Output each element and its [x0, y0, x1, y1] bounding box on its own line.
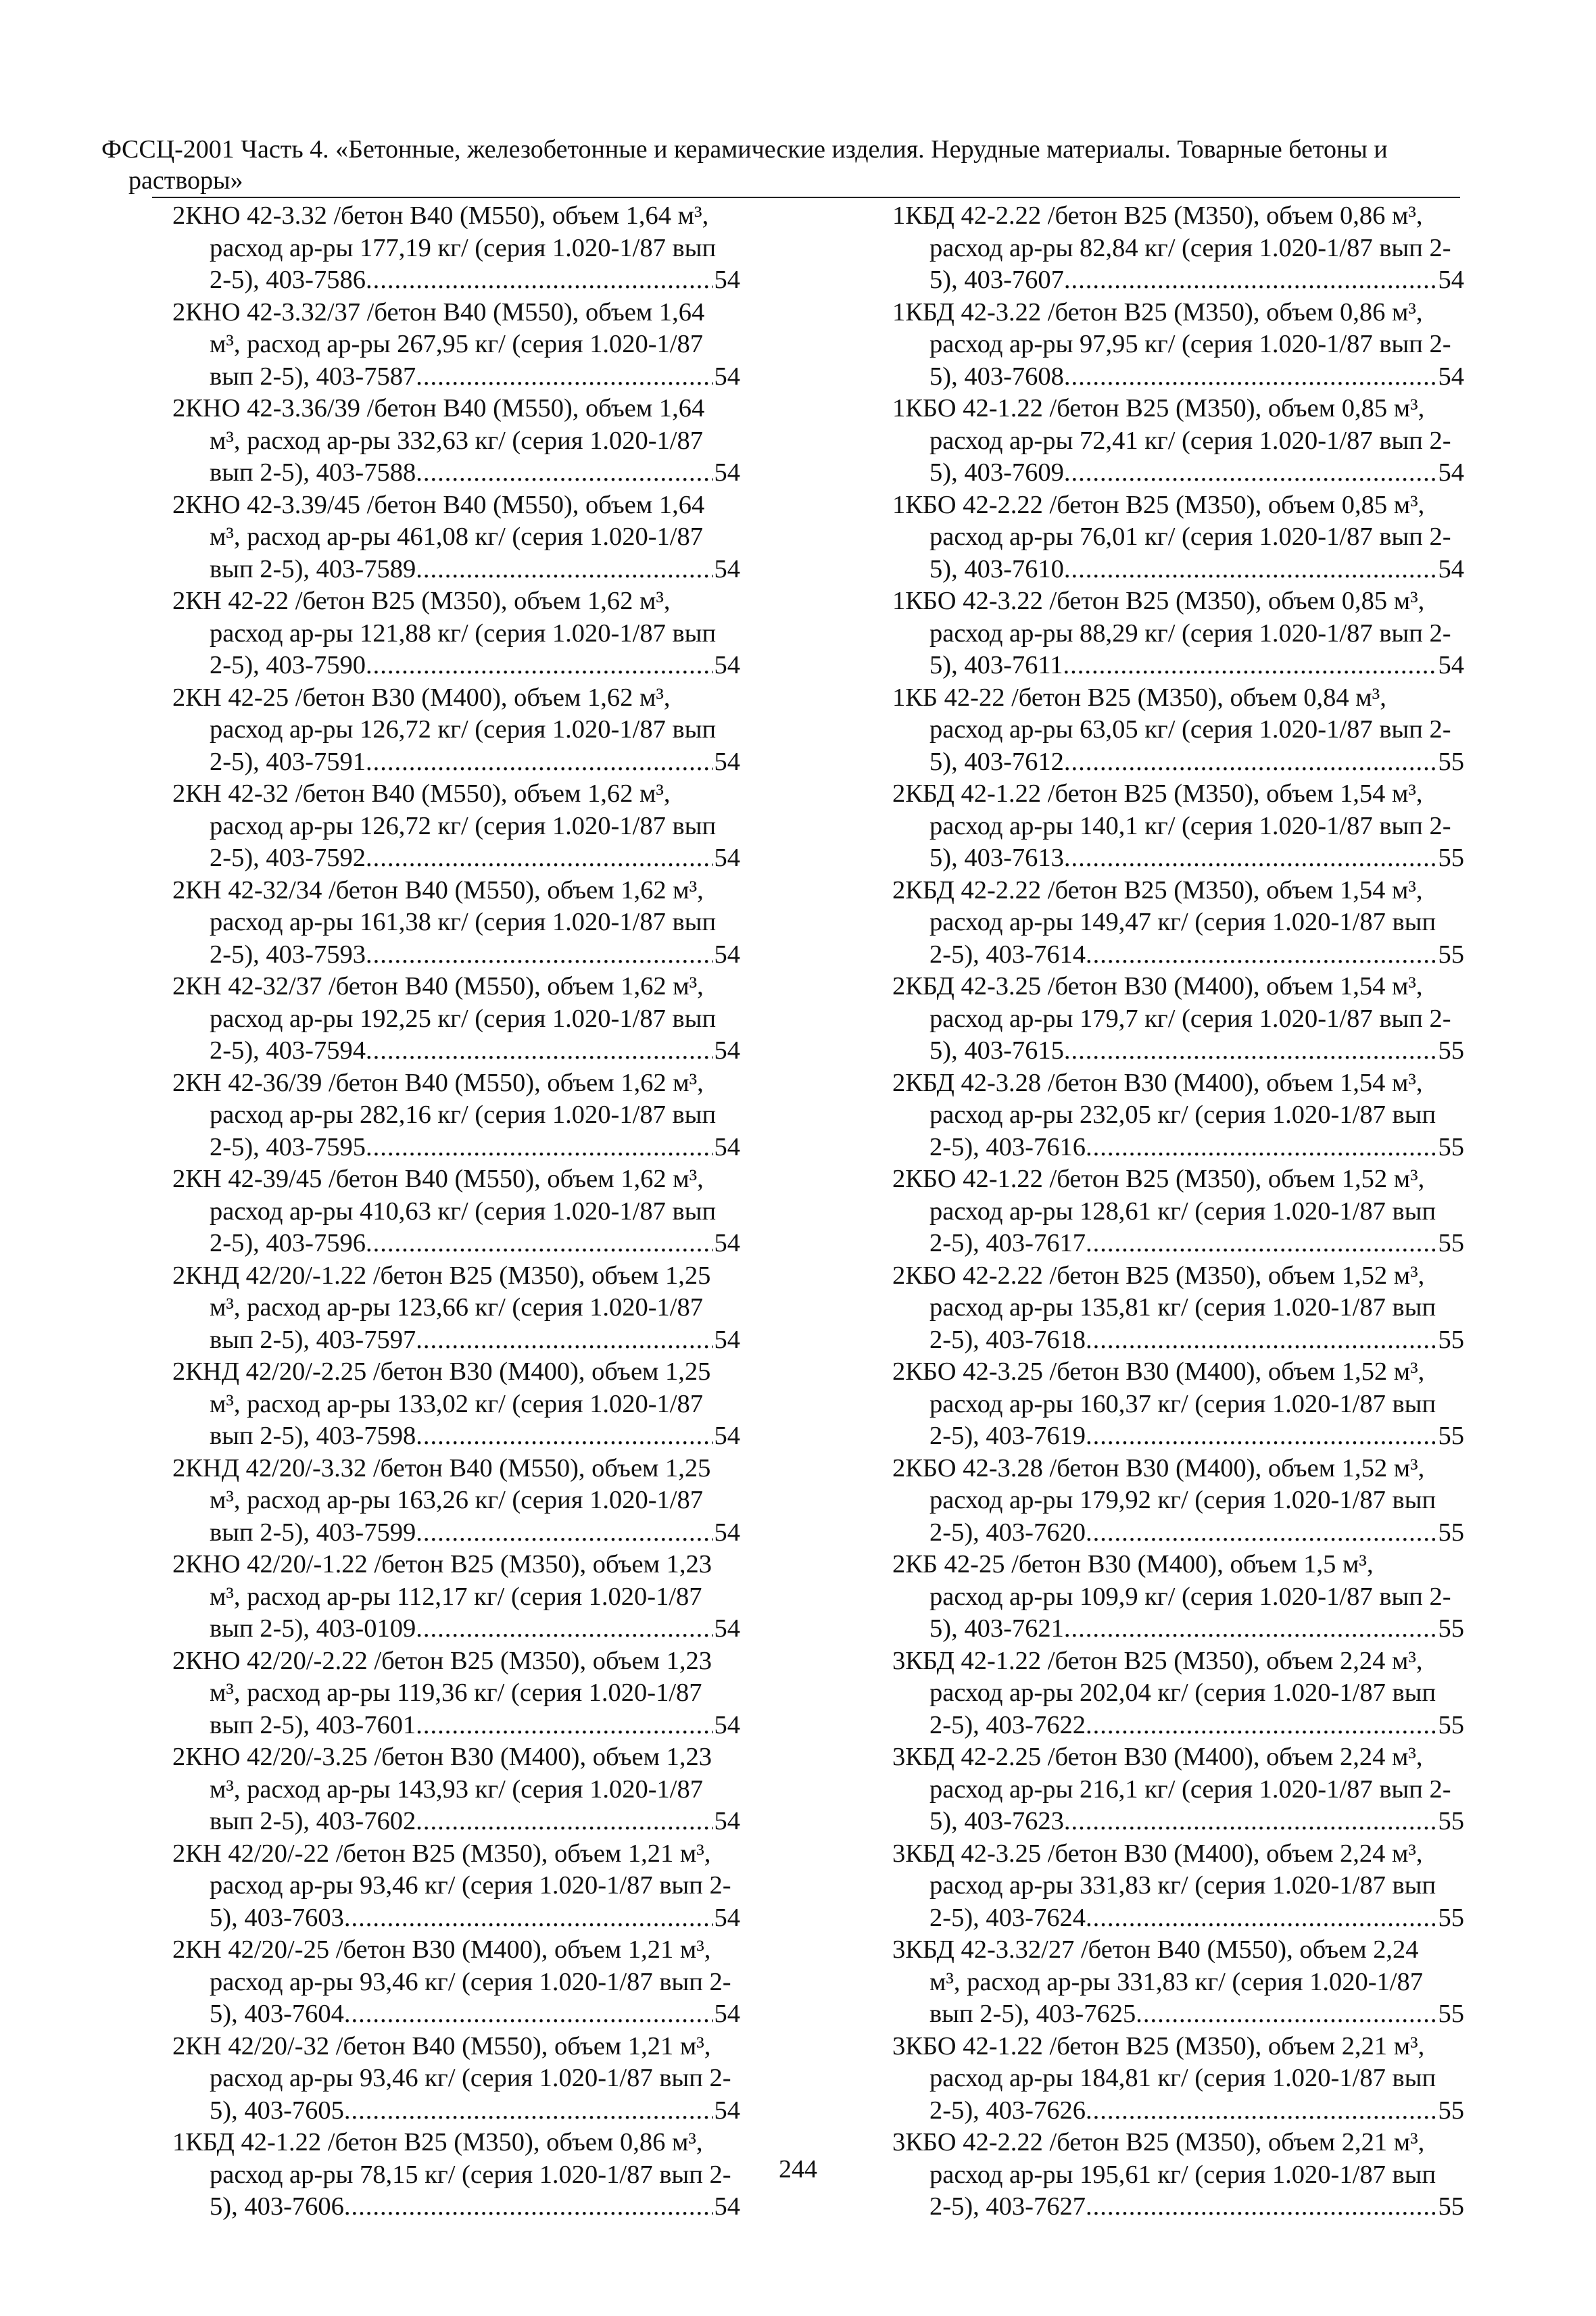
index-entry — [172, 297, 740, 393]
entry-page-ref: 55 — [1438, 747, 1464, 776]
entry-page-ref: 55 — [1438, 844, 1464, 872]
index-entry — [892, 489, 1464, 586]
entry-code: вып 2-5), 403-7625 — [929, 2000, 1136, 2028]
index-entry — [892, 1741, 1464, 1838]
entry-code: 5), 403-7611 — [929, 651, 1063, 679]
entry-page-ref: 55 — [1438, 1422, 1464, 1450]
entry-code-line — [892, 1517, 1464, 1549]
entry-text-line: расход ар-ры 179,7 кг/ (серия 1.020-1/87 вып 2- — [929, 1004, 1451, 1033]
entry-code: 2-5), 403-7591 — [210, 747, 366, 776]
index-entry — [892, 1453, 1464, 1549]
entry-title-line: 2КБД 42-3.25 /бетон В30 (М400), объем 1,54 м³, — [892, 972, 1423, 1000]
entry-page-ref: 54 — [714, 1710, 740, 1739]
entry-title-line: 2КБО 42-3.28 /бетон В30 (М400), объем 1,52 м³, — [892, 1453, 1425, 1482]
dot-leader — [416, 1806, 712, 1838]
entry-title-line: 3КБД 42-3.25 /бетон В30 (М400), объем 2,24 м³, — [892, 1839, 1423, 1868]
left-column — [172, 200, 740, 2223]
entry-text-line: расход ар-ры 93,46 кг/ (серия 1.020-1/87 вып 2- — [210, 2064, 731, 2092]
entry-text-line: м³, расход ар-ры 163,26 кг/ (серия 1.020-1/87 — [210, 1486, 703, 1514]
header-divider — [152, 197, 1460, 198]
entry-page-ref: 54 — [1438, 554, 1464, 583]
entry-text-line: м³, расход ар-ры 331,83 кг/ (серия 1.020-1/87 — [929, 1967, 1423, 1996]
dot-leader — [1086, 1420, 1437, 1453]
dot-leader — [366, 1132, 713, 1164]
dot-leader — [416, 1710, 712, 1742]
entry-code-line — [892, 650, 1464, 682]
dot-leader — [1064, 842, 1437, 875]
entry-code-line — [172, 554, 740, 586]
entry-code: 2-5), 403-7620 — [929, 1518, 1086, 1547]
entry-title-line: 2КНО 42-3.36/39 /бетон В40 (М550), объем 1,64 — [172, 394, 705, 423]
entry-code: 5), 403-7605 — [210, 2096, 344, 2125]
entry-page-ref: 55 — [1438, 1710, 1464, 1739]
entry-code: вып 2-5), 403-7588 — [210, 458, 416, 487]
entry-title-line: 2КБД 42-3.28 /бетон В30 (М400), объем 1,54 м³, — [892, 1068, 1423, 1097]
dot-leader — [1086, 2095, 1437, 2127]
dot-leader — [1086, 2191, 1437, 2223]
dot-leader — [416, 361, 712, 393]
entry-code-line — [172, 2191, 740, 2223]
entry-page-ref: 55 — [1438, 2192, 1464, 2221]
index-entry — [172, 1741, 740, 1838]
entry-code: 2-5), 403-7624 — [929, 1903, 1086, 1932]
index-entry — [892, 585, 1464, 682]
index-entry — [172, 971, 740, 1067]
dot-leader — [1063, 650, 1436, 682]
entry-code: 2-5), 403-7618 — [929, 1325, 1086, 1354]
index-entry — [892, 297, 1464, 393]
index-entry — [892, 1163, 1464, 1260]
entry-text-line: м³, расход ар-ры 332,63 кг/ (серия 1.020-1/87 — [210, 426, 703, 455]
dot-leader — [1064, 457, 1437, 489]
entry-code-line — [172, 264, 740, 297]
entry-text-line: расход ар-ры 72,41 кг/ (серия 1.020-1/87 вып 2- — [929, 426, 1451, 455]
index-entry — [892, 200, 1464, 297]
entry-code-line — [892, 264, 1464, 297]
entry-code: вып 2-5), 403-7597 — [210, 1325, 416, 1354]
entry-text-line: м³, расход ар-ры 461,08 кг/ (серия 1.020-1/87 — [210, 523, 703, 551]
entry-code-line — [892, 361, 1464, 393]
entry-page-ref: 55 — [1438, 1325, 1464, 1354]
index-entry — [172, 1838, 740, 1935]
index-entry — [892, 1067, 1464, 1164]
dot-leader — [344, 2191, 713, 2223]
entry-text-line: расход ар-ры 184,81 кг/ (серия 1.020-1/87 вып — [929, 2064, 1436, 2092]
index-entry — [892, 778, 1464, 875]
entry-page-ref: 54 — [1438, 362, 1464, 391]
entry-title-line: 2КБД 42-2.22 /бетон В25 (М350), объем 1,54 м³, — [892, 875, 1423, 904]
entry-page-ref: 54 — [714, 266, 740, 294]
dot-leader — [1086, 1228, 1437, 1260]
entry-code-line — [172, 650, 740, 682]
entry-text-line: расход ар-ры 93,46 кг/ (серия 1.020-1/87 вып 2- — [210, 1967, 731, 1996]
index-entry — [172, 1163, 740, 1260]
entry-title-line: 2КН 42-32 /бетон В40 (М550), объем 1,62 м³, — [172, 779, 671, 808]
entry-code: 2-5), 403-7590 — [210, 651, 366, 679]
entry-code: 2-5), 403-7594 — [210, 1036, 366, 1065]
entry-text-line: расход ар-ры 202,04 кг/ (серия 1.020-1/87 вып — [929, 1679, 1436, 1707]
dot-leader — [416, 554, 712, 586]
entry-text-line: расход ар-ры 82,84 кг/ (серия 1.020-1/87 вып 2- — [929, 233, 1451, 262]
index-entry — [172, 1549, 740, 1645]
entry-code-line — [172, 457, 740, 489]
entry-code-line — [172, 1035, 740, 1067]
index-entry — [892, 1549, 1464, 1645]
entry-page-ref: 54 — [714, 2000, 740, 2028]
entry-text-line: расход ар-ры 282,16 кг/ (серия 1.020-1/87 вып — [210, 1101, 717, 1129]
entry-text-line: расход ар-ры 192,25 кг/ (серия 1.020-1/87 вып — [210, 1004, 717, 1033]
entry-code-line — [892, 1613, 1464, 1645]
entry-title-line: 2КНД 42/20/-1.22 /бетон В25 (М350), объем 1,25 — [172, 1261, 711, 1290]
entry-code: 5), 403-7603 — [210, 1903, 344, 1932]
index-entry — [172, 393, 740, 489]
entry-text-line: расход ар-ры 140,1 кг/ (серия 1.020-1/87 вып 2- — [929, 811, 1451, 840]
entry-title-line: 2КНО 42/20/-3.25 /бетон В30 (М400), объем 1,23 — [172, 1743, 712, 1771]
entry-page-ref: 54 — [714, 1518, 740, 1547]
entry-title-line: 2КБД 42-1.22 /бетон В25 (М350), объем 1,54 м³, — [892, 779, 1423, 808]
entry-text-line: расход ар-ры 126,72 кг/ (серия 1.020-1/87 вып — [210, 811, 717, 840]
entry-code: 5), 403-7615 — [929, 1036, 1064, 1065]
dot-leader — [366, 264, 713, 297]
entry-title-line: 3КБО 42-2.22 /бетон В25 (М350), объем 2,21 м³, — [892, 2128, 1425, 2156]
entry-code-line — [172, 1710, 740, 1742]
entry-code-line — [892, 746, 1464, 779]
entry-title-line: 2КНО 42/20/-2.22 /бетон В25 (М350), объем 1,23 — [172, 1646, 712, 1675]
entry-code: 5), 403-7608 — [929, 362, 1064, 391]
entry-code: 2-5), 403-7596 — [210, 1229, 366, 1257]
entry-code-line — [172, 842, 740, 875]
index-entry — [172, 1934, 740, 2031]
entry-title-line: 1КБД 42-3.22 /бетон В25 (М350), объем 0,86 м³, — [892, 297, 1423, 327]
index-entry — [892, 971, 1464, 1067]
entry-code-line — [172, 939, 740, 971]
entry-code-line — [172, 746, 740, 779]
entry-code-line — [892, 1420, 1464, 1453]
entry-page-ref: 55 — [1438, 1132, 1464, 1161]
entry-code: вып 2-5), 403-7599 — [210, 1518, 416, 1547]
entry-code-line — [892, 554, 1464, 586]
dot-leader — [344, 1902, 713, 1935]
entry-title-line: 2КН 42-32/37 /бетон В40 (М550), объем 1,62 м³, — [172, 972, 704, 1000]
entry-title-line: 2КН 42-36/39 /бетон В40 (М550), объем 1,62 м³, — [172, 1068, 704, 1097]
entry-title-line: 2КНО 42/20/-1.22 /бетон В25 (М350), объем 1,23 — [172, 1550, 712, 1578]
entry-text-line: расход ар-ры 121,88 кг/ (серия 1.020-1/87 вып — [210, 619, 717, 648]
entry-text-line: м³, расход ар-ры 133,02 кг/ (серия 1.020-1/87 — [210, 1389, 703, 1418]
entry-page-ref: 55 — [1438, 1903, 1464, 1932]
entry-title-line: 2КН 42-39/45 /бетон В40 (М550), объем 1,62 м³, — [172, 1165, 704, 1193]
entry-page-ref: 54 — [714, 554, 740, 583]
index-entry — [892, 393, 1464, 489]
dot-leader — [1064, 554, 1437, 586]
entry-title-line: 2КНД 42/20/-2.25 /бетон В30 (М400), объем 1,25 — [172, 1357, 711, 1386]
entry-code: 2-5), 403-7619 — [929, 1422, 1086, 1450]
index-entry — [172, 1260, 740, 1357]
index-entry — [892, 2031, 1464, 2127]
dot-leader — [1086, 1710, 1437, 1742]
entry-title-line: 2КН 42/20/-22 /бетон В25 (М350), объем 1,21 м³, — [172, 1839, 711, 1868]
entry-title-line: 2КБО 42-1.22 /бетон В25 (М350), объем 1,52 м³, — [892, 1165, 1425, 1193]
entry-text-line: расход ар-ры 149,47 кг/ (серия 1.020-1/87 вып — [929, 908, 1436, 936]
page-number: 244 — [779, 2155, 817, 2184]
dot-leader — [416, 1517, 712, 1549]
index-entry — [172, 2031, 740, 2127]
entry-code-line — [892, 1806, 1464, 1838]
entry-page-ref: 54 — [714, 844, 740, 872]
dot-leader — [1086, 1132, 1437, 1164]
entry-code: 2-5), 403-7595 — [210, 1132, 366, 1161]
entry-code: 2-5), 403-7586 — [210, 266, 366, 294]
entry-code: 5), 403-7623 — [929, 1807, 1064, 1835]
entry-code: 2-5), 403-7616 — [929, 1132, 1086, 1161]
dot-leader — [1064, 264, 1437, 297]
index-entry — [172, 875, 740, 971]
index-entry — [892, 1934, 1464, 2031]
entry-code: 2-5), 403-7614 — [929, 940, 1086, 969]
entry-text-line: расход ар-ры 331,83 кг/ (серия 1.020-1/87 вып — [929, 1871, 1436, 1900]
running-header — [101, 134, 1494, 196]
entry-code-line — [892, 2191, 1464, 2223]
entry-code: 5), 403-7621 — [929, 1614, 1064, 1643]
entry-text-line: расход ар-ры 97,95 кг/ (серия 1.020-1/87 вып 2- — [929, 330, 1451, 358]
index-entry — [172, 1453, 740, 1549]
entry-text-line: расход ар-ры 93,46 кг/ (серия 1.020-1/87 вып 2- — [210, 1871, 731, 1900]
entry-code: 5), 403-7609 — [929, 458, 1064, 487]
entry-code: вып 2-5), 403-7587 — [210, 362, 416, 391]
entry-text-line: расход ар-ры 179,92 кг/ (серия 1.020-1/87 вып — [929, 1486, 1436, 1514]
entry-text-line: м³, расход ар-ры 123,66 кг/ (серия 1.020-1/87 — [210, 1293, 703, 1322]
entry-text-line: расход ар-ры 160,37 кг/ (серия 1.020-1/87 вып — [929, 1389, 1436, 1418]
index-entry — [172, 489, 740, 586]
entry-page-ref: 54 — [1438, 458, 1464, 487]
entry-title-line: 3КБД 42-2.25 /бетон В30 (М400), объем 2,24 м³, — [892, 1743, 1423, 1771]
entry-code-line — [172, 1228, 740, 1260]
dot-leader — [1064, 361, 1437, 393]
entry-code: вып 2-5), 403-7598 — [210, 1422, 416, 1450]
dot-leader — [1064, 1806, 1437, 1838]
entry-text-line: расход ар-ры 232,05 кг/ (серия 1.020-1/87 вып — [929, 1101, 1436, 1129]
dot-leader — [416, 1324, 712, 1357]
index-entry — [172, 682, 740, 779]
index-entry — [892, 682, 1464, 779]
entry-page-ref: 54 — [714, 747, 740, 776]
entry-code-line — [172, 361, 740, 393]
entry-page-ref: 54 — [714, 2096, 740, 2125]
dot-leader — [1064, 1613, 1437, 1645]
dot-leader — [416, 457, 712, 489]
entry-text-line: расход ар-ры 78,15 кг/ (серия 1.020-1/87 вып 2- — [210, 2160, 731, 2189]
entry-title-line: 2КНД 42/20/-3.32 /бетон В40 (М550), объем 1,25 — [172, 1453, 711, 1482]
entry-code-line — [172, 1132, 740, 1164]
entry-code-line — [172, 1324, 740, 1357]
entry-code: 2-5), 403-7626 — [929, 2096, 1086, 2125]
entry-code: 2-5), 403-7593 — [210, 940, 366, 969]
entry-page-ref: 54 — [714, 2192, 740, 2221]
entry-code: 2-5), 403-7622 — [929, 1710, 1086, 1739]
entry-code: 5), 403-7606 — [210, 2192, 344, 2221]
entry-title-line: 3КБД 42-3.32/27 /бетон В40 (М550), объем 2,24 — [892, 1935, 1419, 1964]
dot-leader — [366, 1035, 713, 1067]
entry-code: вып 2-5), 403-0109 — [210, 1614, 416, 1643]
index-entry — [172, 1067, 740, 1164]
entry-page-ref: 54 — [714, 1614, 740, 1643]
entry-code-line — [892, 2095, 1464, 2127]
index-entry — [172, 1356, 740, 1453]
dot-leader — [344, 2095, 713, 2127]
right-column — [892, 200, 1464, 2223]
entry-page-ref: 55 — [1438, 940, 1464, 969]
entry-text-line: м³, расход ар-ры 112,17 кг/ (серия 1.020-1/87 — [210, 1582, 702, 1611]
dot-leader — [1086, 1324, 1437, 1357]
entry-title-line: 1КБО 42-3.22 /бетон В25 (М350), объем 0,85 м³, — [892, 587, 1425, 615]
entry-code-line — [892, 1998, 1464, 2031]
dot-leader — [416, 1613, 712, 1645]
entry-code-line — [892, 457, 1464, 489]
entry-code-line — [172, 1517, 740, 1549]
entry-text-line: м³, расход ар-ры 267,95 кг/ (серия 1.020-1/87 — [210, 330, 703, 358]
entry-page-ref: 54 — [714, 1132, 740, 1161]
entry-code-line — [172, 2095, 740, 2127]
entry-code: 5), 403-7612 — [929, 747, 1064, 776]
entry-code: 2-5), 403-7617 — [929, 1229, 1086, 1257]
dot-leader — [366, 939, 713, 971]
entry-page-ref: 54 — [714, 1807, 740, 1835]
entry-page-ref: 54 — [1438, 266, 1464, 294]
dot-leader — [416, 1420, 712, 1453]
index-entry — [892, 1260, 1464, 1357]
dot-leader — [1086, 939, 1437, 971]
header-line-2: растворы» — [128, 166, 243, 195]
entry-code: 5), 403-7610 — [929, 554, 1064, 583]
entry-text-line: расход ар-ры 109,9 кг/ (серия 1.020-1/87 вып 2- — [929, 1582, 1451, 1611]
entry-title-line: 1КБО 42-1.22 /бетон В25 (М350), объем 0,85 м³, — [892, 394, 1425, 423]
entry-title-line: 2КНО 42-3.32 /бетон В40 (М550), объем 1,64 м³, — [172, 201, 709, 230]
index-entry — [892, 1356, 1464, 1453]
entry-code-line — [892, 1324, 1464, 1357]
entry-page-ref: 54 — [714, 940, 740, 969]
entry-code-line — [892, 1228, 1464, 1260]
entry-page-ref: 54 — [714, 1036, 740, 1065]
entry-code-line — [892, 939, 1464, 971]
entry-code: 5), 403-7613 — [929, 844, 1064, 872]
entry-text-line: расход ар-ры 126,72 кг/ (серия 1.020-1/87 вып — [210, 715, 717, 744]
entry-code-line — [892, 1132, 1464, 1164]
index-entry — [172, 585, 740, 682]
entry-page-ref: 54 — [1438, 651, 1464, 679]
entry-title-line: 3КБО 42-1.22 /бетон В25 (М350), объем 2,21 м³, — [892, 2031, 1425, 2060]
dot-leader — [1136, 1998, 1436, 2031]
entry-code-line — [172, 1613, 740, 1645]
entry-text-line: расход ар-ры 216,1 кг/ (серия 1.020-1/87 вып 2- — [929, 1775, 1451, 1804]
entry-code: 2-5), 403-7592 — [210, 844, 366, 872]
entry-text-line: расход ар-ры 88,29 кг/ (серия 1.020-1/87 вып 2- — [929, 619, 1451, 648]
entry-title-line: 1КБД 42-2.22 /бетон В25 (М350), объем 0,86 м³, — [892, 201, 1423, 230]
entry-code: 5), 403-7607 — [929, 266, 1064, 294]
entry-code: 5), 403-7604 — [210, 2000, 344, 2028]
entry-title-line: 2КБ 42-25 /бетон В30 (М400), объем 1,5 м³, — [892, 1550, 1374, 1578]
entry-page-ref: 55 — [1438, 2000, 1464, 2028]
entry-code-line — [892, 1035, 1464, 1067]
entry-code-line — [892, 1710, 1464, 1742]
entry-code-line — [172, 1902, 740, 1935]
index-entry — [172, 200, 740, 297]
entry-code: вып 2-5), 403-7602 — [210, 1807, 416, 1835]
entry-title-line: 2КН 42/20/-25 /бетон В30 (М400), объем 1,21 м³, — [172, 1935, 711, 1964]
entry-code-line — [172, 1998, 740, 2031]
entry-page-ref: 54 — [714, 1229, 740, 1257]
index-entry — [892, 1645, 1464, 1742]
index-entry — [172, 1645, 740, 1742]
entry-text-line: расход ар-ры 128,61 кг/ (серия 1.020-1/87 вып — [929, 1197, 1436, 1226]
entry-title-line: 2КБО 42-3.25 /бетон В30 (М400), объем 1,52 м³, — [892, 1357, 1425, 1386]
entry-code: 2-5), 403-7627 — [929, 2192, 1086, 2221]
dot-leader — [1086, 1902, 1437, 1935]
header-line-1: ФССЦ-2001 Часть 4. «Бетонные, железобетонные и керамические изделия. Нерудные материалы. Товарные бетоны и — [101, 135, 1388, 164]
index-entry — [172, 778, 740, 875]
entry-code: вып 2-5), 403-7601 — [210, 1710, 416, 1739]
entry-title-line: 2КН 42-25 /бетон В30 (М400), объем 1,62 м³, — [172, 683, 671, 712]
index-entry — [892, 875, 1464, 971]
entry-title-line: 2КН 42/20/-32 /бетон В40 (М550), объем 1,21 м³, — [172, 2031, 711, 2060]
entry-title-line: 1КБ 42-22 /бетон В25 (М350), объем 0,84 м³, — [892, 683, 1386, 712]
entry-title-line: 2КНО 42-3.32/37 /бетон В40 (М550), объем 1,64 — [172, 297, 705, 327]
dot-leader — [366, 746, 713, 779]
dot-leader — [344, 1998, 713, 2031]
dot-leader — [366, 842, 713, 875]
entry-title-line: 2КБО 42-2.22 /бетон В25 (М350), объем 1,52 м³, — [892, 1261, 1425, 1290]
entry-page-ref: 55 — [1438, 1614, 1464, 1643]
entry-title-line: 1КБО 42-2.22 /бетон В25 (М350), объем 0,85 м³, — [892, 490, 1425, 519]
entry-page-ref: 54 — [714, 651, 740, 679]
entry-code-line — [892, 1902, 1464, 1935]
index-entry — [892, 1838, 1464, 1935]
dot-leader — [1086, 1517, 1437, 1549]
entry-page-ref: 54 — [714, 458, 740, 487]
entry-text-line: расход ар-ры 410,63 кг/ (серия 1.020-1/87 вып — [210, 1197, 717, 1226]
entry-page-ref: 55 — [1438, 1518, 1464, 1547]
entry-page-ref: 54 — [714, 1325, 740, 1354]
entry-text-line: расход ар-ры 161,38 кг/ (серия 1.020-1/87 вып — [210, 908, 717, 936]
entry-page-ref: 54 — [714, 1903, 740, 1932]
dot-leader — [366, 650, 713, 682]
entry-text-line: м³, расход ар-ры 119,36 кг/ (серия 1.020-1/87 — [210, 1679, 702, 1707]
entry-text-line: расход ар-ры 177,19 кг/ (серия 1.020-1/87 вып — [210, 233, 717, 262]
entry-title-line: 2КНО 42-3.39/45 /бетон В40 (М550), объем 1,64 — [172, 490, 705, 519]
entry-text-line: расход ар-ры 135,81 кг/ (серия 1.020-1/87 вып — [929, 1293, 1436, 1322]
entry-code: вып 2-5), 403-7589 — [210, 554, 416, 583]
entry-code-line — [892, 842, 1464, 875]
entry-text-line: расход ар-ры 76,01 кг/ (серия 1.020-1/87 вып 2- — [929, 523, 1451, 551]
entry-page-ref: 54 — [714, 1422, 740, 1450]
entry-page-ref: 54 — [714, 362, 740, 391]
entry-page-ref: 55 — [1438, 2096, 1464, 2125]
dot-leader — [1064, 746, 1437, 779]
entry-text-line: расход ар-ры 63,05 кг/ (серия 1.020-1/87 вып 2- — [929, 715, 1451, 744]
entry-title-line: 3КБД 42-1.22 /бетон В25 (М350), объем 2,24 м³, — [892, 1646, 1423, 1675]
entry-page-ref: 55 — [1438, 1807, 1464, 1835]
dot-leader — [1064, 1035, 1437, 1067]
entry-code-line — [172, 1420, 740, 1453]
entry-text-line: м³, расход ар-ры 143,93 кг/ (серия 1.020-1/87 — [210, 1775, 703, 1804]
entry-code-line — [172, 1806, 740, 1838]
entry-title-line: 2КН 42-22 /бетон В25 (М350), объем 1,62 м³, — [172, 587, 671, 615]
entry-text-line: расход ар-ры 195,61 кг/ (серия 1.020-1/87 вып — [929, 2160, 1436, 2189]
entry-page-ref: 55 — [1438, 1036, 1464, 1065]
entry-page-ref: 55 — [1438, 1229, 1464, 1257]
entry-title-line: 2КН 42-32/34 /бетон В40 (М550), объем 1,62 м³, — [172, 875, 704, 904]
dot-leader — [366, 1228, 713, 1260]
entry-title-line: 1КБД 42-1.22 /бетон В25 (М350), объем 0,86 м³, — [172, 2128, 703, 2156]
